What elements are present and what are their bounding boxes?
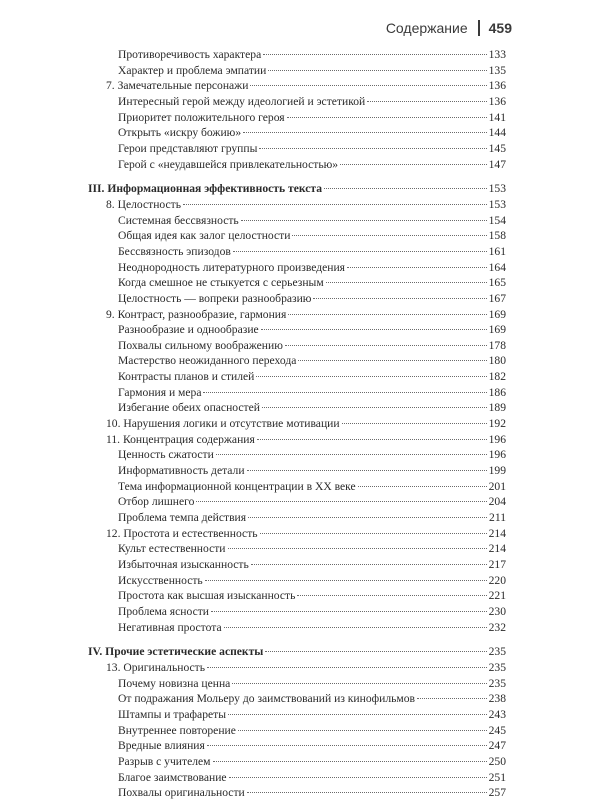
toc-entry-page: 199: [488, 464, 506, 478]
toc-entry-page: 133: [488, 48, 506, 61]
toc-entry-title: Когда смешное не стыкуется с серьезным: [118, 276, 324, 290]
dot-leader: [250, 85, 486, 86]
toc-section-entry[interactable]: [88, 588, 506, 604]
dot-leader: [257, 439, 487, 440]
toc-section-entry[interactable]: [88, 604, 506, 620]
dot-leader: [232, 683, 486, 684]
toc-entry-page: 182: [488, 370, 506, 384]
toc-entry-page: 235: [488, 676, 506, 690]
dot-leader: [233, 251, 487, 252]
toc-part-entry[interactable]: [88, 181, 506, 197]
toc-chapter-entry[interactable]: [88, 526, 506, 542]
toc-section-entry[interactable]: [88, 228, 506, 244]
toc-entry-page: 204: [488, 495, 506, 509]
toc-entry-title: Проблема темпа действия: [118, 511, 247, 525]
toc-entry-title: Благое заимствование: [118, 770, 227, 784]
toc-entry-title: Приоритет положительного героя: [118, 110, 285, 124]
toc-section-entry[interactable]: [88, 510, 506, 526]
dot-leader: [340, 164, 487, 165]
toc-entry-title: Мастерство неожиданного перехода: [118, 354, 297, 368]
toc-entry-title: Ценность сжатости: [118, 448, 214, 462]
toc-section-entry[interactable]: [88, 620, 506, 636]
dot-leader: [259, 148, 486, 149]
toc-entry-title: Открыть «искру божию»: [118, 126, 242, 140]
toc-entry-title: Избыточная изысканность: [118, 558, 249, 571]
toc-entry-page: 220: [488, 573, 506, 587]
toc-section-entry[interactable]: [88, 63, 506, 79]
dot-leader: [298, 360, 486, 361]
toc-entry-title: 10. Нарушения логики и отсутствие мотивации: [106, 417, 340, 431]
toc-entry-page: 180: [488, 354, 506, 368]
toc-entry-page: 186: [488, 385, 506, 399]
toc-section-entry[interactable]: [88, 275, 506, 291]
dot-leader: [268, 70, 486, 71]
toc-entry-page: 235: [488, 645, 506, 659]
section-gap: [88, 635, 506, 644]
dot-leader: [196, 501, 486, 502]
toc-entry-page: 230: [488, 604, 506, 618]
dot-leader: [207, 667, 487, 668]
toc-chapter-entry[interactable]: [88, 197, 506, 213]
toc-section-entry[interactable]: [88, 260, 506, 276]
toc-entry-title: Вредные влияния: [118, 739, 205, 753]
dot-leader: [211, 611, 487, 612]
dot-leader: [260, 533, 487, 534]
toc-entry-page: 165: [488, 276, 506, 290]
toc-entry-title: Похвалы оригинальности: [118, 786, 245, 800]
toc-entry-page: 167: [488, 291, 506, 305]
toc-entry-page: 257: [488, 786, 506, 800]
toc-section-entry[interactable]: [88, 754, 506, 770]
toc-chapter-entry[interactable]: [88, 78, 506, 94]
running-header: [386, 20, 512, 36]
toc-entry-page: 144: [488, 126, 506, 140]
toc-section-entry[interactable]: [88, 353, 506, 369]
toc-entry-title: Информативность детали: [118, 464, 245, 478]
toc-entry-title: 8. Целостность: [106, 197, 181, 211]
toc-section-entry[interactable]: [88, 400, 506, 416]
toc-entry-title: Неоднородность литературного произведения: [118, 260, 346, 274]
dot-leader: [288, 314, 486, 315]
toc-entry-title: Искусственность: [118, 573, 203, 587]
toc-entry-page: 211: [489, 511, 506, 525]
toc-entry-page: 192: [488, 417, 506, 431]
toc-entry-title: Характер и проблема эмпатии: [118, 63, 267, 77]
toc-entry-title: Герои представляют группы: [118, 141, 258, 155]
toc-entry-page: 235: [488, 660, 506, 674]
toc-entry-page: 136: [488, 79, 506, 93]
toc-section-entry[interactable]: [88, 369, 506, 385]
header-divider: [478, 20, 480, 36]
toc-entry-title: III. Информационная эффективность текста: [88, 182, 323, 196]
dot-leader: [216, 454, 487, 455]
dot-leader: [367, 101, 486, 102]
toc-entry-title: Разнообразие и однообразие: [118, 323, 259, 337]
toc-entry-title: Почему новизна ценна: [118, 676, 231, 690]
toc-section-entry[interactable]: [88, 541, 506, 557]
dot-leader: [265, 651, 486, 652]
toc-entry-page: 196: [488, 432, 506, 446]
dot-leader: [205, 580, 487, 581]
toc-section-entry[interactable]: [88, 244, 506, 260]
toc-entry-page: 217: [488, 558, 506, 571]
toc-entry-page: 154: [488, 213, 506, 227]
toc-entry-title: Культ естественности: [118, 542, 226, 556]
toc-entry-title: Бессвязность эпизодов: [118, 244, 231, 258]
toc-entry-page: 145: [488, 141, 506, 155]
toc-section-entry[interactable]: [88, 47, 506, 63]
toc-section-entry[interactable]: [88, 557, 506, 573]
toc-entry-title: Целостность — вопреки разнообразию: [118, 291, 312, 305]
toc-entry-title: Проблема ясности: [118, 604, 209, 618]
toc-entry-page: 147: [488, 157, 506, 171]
dot-leader: [243, 132, 486, 133]
dot-leader: [228, 714, 487, 715]
toc-section-entry[interactable]: [88, 494, 506, 510]
toc-entry-title: Похвалы сильному воображению: [118, 338, 283, 352]
dot-leader: [263, 54, 486, 55]
dot-leader: [251, 564, 487, 565]
dot-leader: [183, 204, 487, 205]
toc-part-entry[interactable]: [88, 644, 506, 660]
toc-section-entry[interactable]: [88, 213, 506, 229]
dot-leader: [297, 595, 486, 596]
toc-section-entry[interactable]: [88, 385, 506, 401]
toc-entry-title: Негативная простота: [118, 620, 222, 634]
toc-entry-page: 247: [488, 739, 506, 753]
dot-leader: [313, 298, 486, 299]
toc-section-entry[interactable]: [88, 723, 506, 739]
toc-entry-page: 251: [488, 770, 506, 784]
toc-section-entry[interactable]: [88, 785, 506, 801]
toc-section-entry[interactable]: [88, 157, 506, 173]
toc-section-entry[interactable]: [88, 770, 506, 786]
toc-entry-page: 164: [488, 260, 506, 274]
toc-section-entry[interactable]: [88, 676, 506, 692]
toc-entry-title: Простота как высшая изысканность: [118, 589, 296, 603]
toc-entry-page: 153: [488, 182, 506, 196]
toc-chapter-entry[interactable]: [88, 660, 506, 676]
toc-entry-page: 238: [488, 692, 506, 706]
dot-leader: [228, 548, 487, 549]
toc-entry-title: 7. Замечательные персонажи: [106, 79, 249, 93]
toc-chapter-entry[interactable]: [88, 307, 506, 323]
dot-leader: [262, 407, 487, 408]
toc-entry-title: Разрыв с учителем: [118, 754, 211, 768]
page-number: 459: [488, 20, 512, 36]
toc-entry-title: Отбор лишнего: [118, 495, 195, 509]
dot-leader: [285, 345, 487, 346]
toc-chapter-entry[interactable]: [88, 432, 506, 448]
toc-section-entry[interactable]: [88, 447, 506, 463]
toc-entry-page: 169: [488, 323, 506, 337]
toc-entry-title: 11. Концентрация содержания: [106, 432, 255, 446]
dot-leader: [203, 392, 486, 393]
toc-entry-title: 12. Простота и естественность: [106, 526, 258, 540]
toc-section-entry[interactable]: [88, 479, 506, 495]
dot-leader: [247, 470, 487, 471]
toc-entry-title: 9. Контраст, разнообразие, гармония: [106, 307, 287, 321]
toc-entry-title: Интересный герой между идеологией и эстетикой: [118, 94, 366, 108]
section-gap: [88, 172, 506, 181]
dot-leader: [287, 117, 487, 118]
toc-entry-title: Гармония и мера: [118, 385, 202, 399]
section-title: Содержание: [385, 20, 468, 36]
toc-entry-title: Противоречивость характера: [118, 48, 262, 61]
dot-leader: [213, 761, 487, 762]
dot-leader: [238, 730, 487, 731]
toc-entry-title: Общая идея как залог целостности: [118, 229, 291, 243]
toc-entry-page: 243: [488, 707, 506, 721]
toc-section-entry[interactable]: [88, 94, 506, 110]
toc-entry-page: 232: [488, 620, 506, 634]
dot-leader: [342, 423, 487, 424]
dot-leader: [292, 235, 486, 236]
toc-entry-page: 136: [488, 94, 506, 108]
dot-leader: [207, 745, 487, 746]
toc-entry-page: 214: [488, 526, 506, 540]
toc-section-entry[interactable]: [88, 738, 506, 754]
toc-entry-page: 158: [488, 229, 506, 243]
toc-entry-page: 201: [488, 479, 506, 493]
dot-leader: [358, 486, 487, 487]
toc-entry-title: Тема информационной концентрации в XX веке: [118, 479, 356, 493]
toc-entry-title: Штампы и трафареты: [118, 707, 226, 721]
toc-entry-page: 196: [488, 448, 506, 462]
dot-leader: [326, 282, 487, 283]
toc-entry-page: 153: [488, 197, 506, 211]
toc-entry-page: 169: [488, 307, 506, 321]
toc-entry-page: 221: [488, 589, 506, 603]
toc-section-entry[interactable]: [88, 110, 506, 126]
toc-entry-title: 13. Оригинальность: [106, 660, 206, 674]
toc-entry-page: 178: [488, 338, 506, 352]
toc-section-entry[interactable]: [88, 291, 506, 307]
toc-entry-page: 189: [488, 401, 506, 415]
dot-leader: [241, 220, 487, 221]
toc-section-entry[interactable]: [88, 141, 506, 157]
dot-leader: [256, 376, 486, 377]
toc-section-entry[interactable]: [88, 463, 506, 479]
dot-leader: [247, 792, 487, 793]
toc-entry-title: Внутреннее повторение: [118, 723, 236, 737]
dot-leader: [261, 329, 487, 330]
toc-entry-title: От подражания Мольеру до заимствований из кинофильмов: [118, 692, 416, 706]
toc-entry-title: IV. Прочие эстетические аспекты: [88, 645, 264, 659]
toc-entry-title: Герой с «неудавшейся привлекательностью»: [118, 157, 339, 171]
toc-chapter-entry[interactable]: [88, 416, 506, 432]
toc-entry-title: Контрасты планов и стилей: [118, 370, 255, 384]
toc-section-entry[interactable]: [88, 322, 506, 338]
toc-entry-page: 250: [488, 754, 506, 768]
toc-section-entry[interactable]: [88, 707, 506, 723]
dot-leader: [224, 627, 487, 628]
toc-section-entry[interactable]: [88, 573, 506, 589]
dot-leader: [229, 777, 487, 778]
toc-entry-title: Системная бессвязность: [118, 213, 239, 227]
toc-entry-page: 214: [488, 542, 506, 556]
toc-entry-page: 135: [488, 63, 506, 77]
dot-leader: [324, 188, 487, 189]
toc-section-entry[interactable]: [88, 125, 506, 141]
dot-leader: [248, 517, 487, 518]
table-of-contents: [88, 47, 506, 801]
dot-leader: [417, 698, 487, 699]
toc-section-entry[interactable]: [88, 338, 506, 354]
dot-leader: [347, 267, 487, 268]
toc-entry-title: Избегание обеих опасностей: [118, 401, 260, 415]
toc-entry-page: 141: [488, 110, 506, 124]
toc-entry-page: 161: [488, 244, 506, 258]
toc-entry-page: 245: [488, 723, 506, 737]
toc-section-entry[interactable]: [88, 691, 506, 707]
